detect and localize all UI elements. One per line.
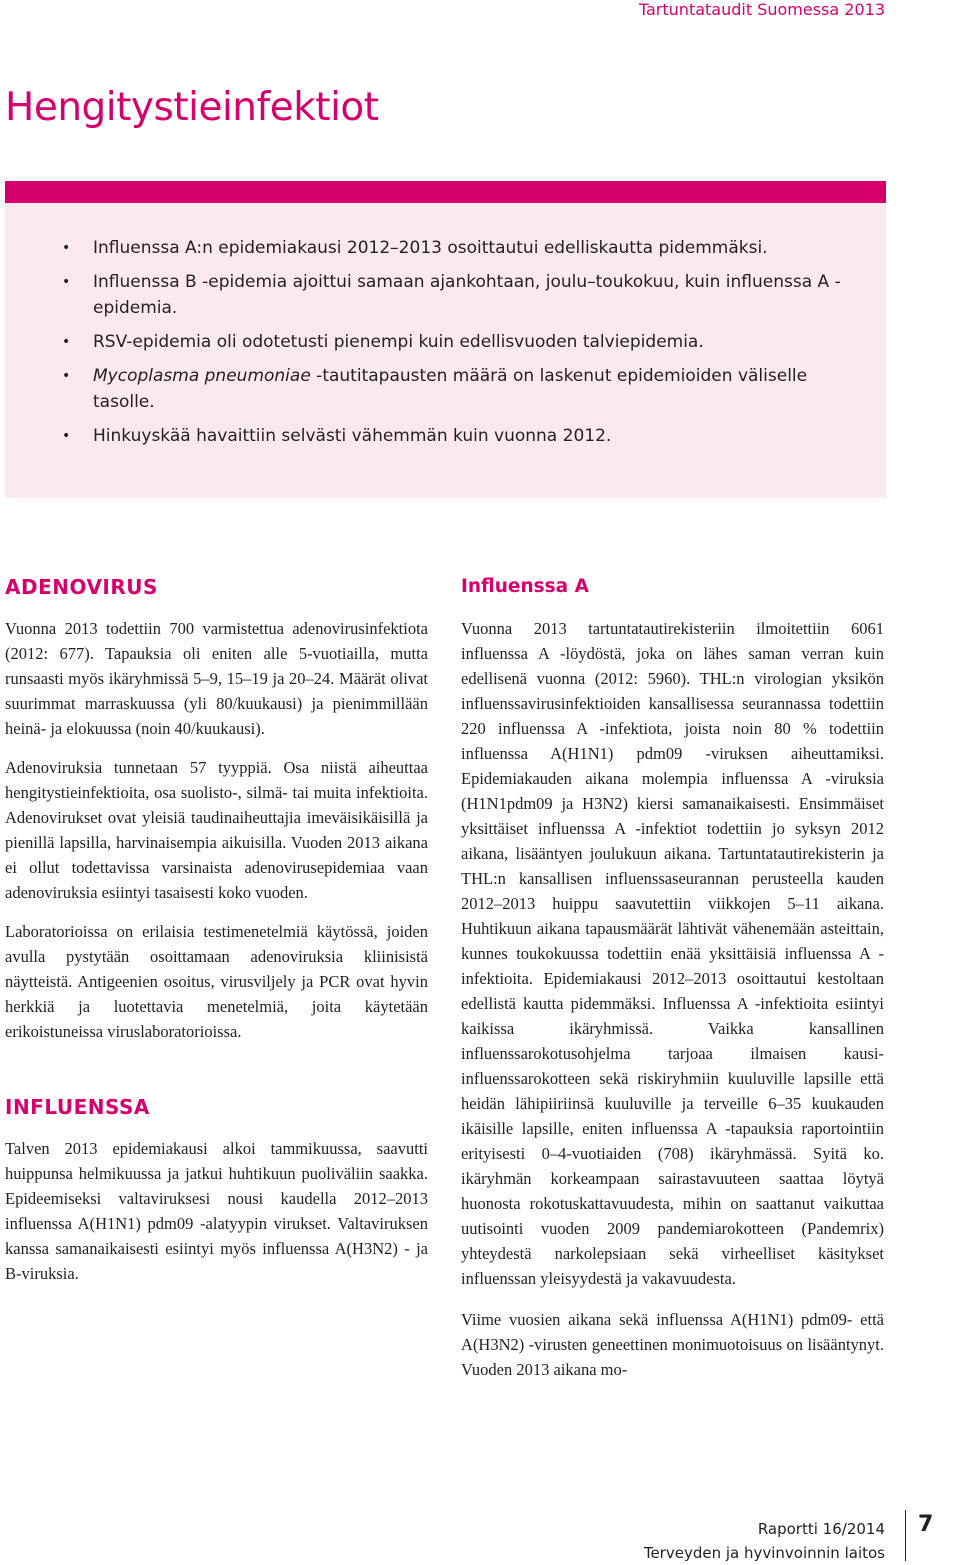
adenovirus-paragraph-3: Laboratorioissa on erilaisia testimenetelmiä käytössä, joiden avulla pystytään osoittamaan adenoviruksia kliinisistä näytteistä. Antigeenien osoitus, virusviljely ja PCR ovat hyvin herkkiä ja luotettavia menetelmiä, joita käytetään erikoistuneissa viruslaboratorioissa. <box>5 922 428 1041</box>
bullet-icon: • <box>62 240 71 256</box>
bullet-icon: • <box>62 428 71 444</box>
summary-item: • Hinkuyskää havaittiin selvästi vähemmän kuin vuonna 2012. <box>5 423 886 449</box>
bullet-icon: • <box>62 334 71 350</box>
influenssa-paragraph-1: Talven 2013 epidemiakausi alkoi tammikuussa, saavutti huippunsa helmikuussa ja jatkui huhtikuun puoliväliin saakka. Epideemiseksi valtaviruksesi nousi kaudella 2012–2013 influenssa A(H1N1) pdm09 -alatyypin virukset. Valtaviruksen kanssa samanaikaisesti esiintyi myös influenssa A(H3N2) - ja B-viruksia. <box>5 1139 428 1283</box>
summary-item: • Influenssa A:n epidemiakausi 2012–2013 osoittautui edelliskautta pidemmäksi. <box>5 235 886 261</box>
influenssa-heading: INFLUENSSA <box>5 1095 150 1119</box>
adenovirus-paragraph-1: Vuonna 2013 todettiin 700 varmistettua adenovirusinfektiota (2012: 677). Tapauksia oli eniten alle 5-vuotiailla, mutta runsaasti myös ikäryhmissä 5–9, 15–19 ja 20–24. Määrät olivat suurimmat marraskuussa (yli 80/kuukausi) ja pienimmillään heinä- ja elokuussa (noin 40/kuukausi). <box>5 619 428 738</box>
summary-list <box>5 235 886 457</box>
summary-box-header-bar <box>5 181 886 203</box>
right-column <box>461 574 884 1382</box>
bullet-icon: • <box>62 274 71 290</box>
influenssa-a-heading: Influenssa A <box>461 576 589 597</box>
page-number-divider <box>905 1510 906 1561</box>
summary-box <box>5 203 886 498</box>
footer <box>644 1517 885 1565</box>
publisher: Terveyden ja hyvinvoinnin laitos <box>643 1544 885 1562</box>
left-column <box>5 574 428 1286</box>
bullet-icon: • <box>62 368 71 384</box>
page-number: 7 <box>918 1512 934 1537</box>
report-number: Raportti 16/2014 <box>757 1520 885 1538</box>
adenovirus-heading: ADENOVIRUS <box>5 575 158 599</box>
influenssa-a-paragraph-2: Viime vuosien aikana sekä influenssa A(H1N1) pdm09- että A(H3N2) -virusten geneettinen monimuotoisuus on lisääntynyt. Vuoden 2013 aikana mo- <box>461 1310 884 1379</box>
adenovirus-paragraph-2: Adenoviruksia tunnetaan 57 tyyppiä. Osa niistä aiheuttaa hengitystieinfektioita, osa suolisto-, silmä- tai muita infektioita. Adenovirukset ovat yleisiä taudinaiheuttajia imeväisikäisillä ja pienillä lapsilla, harvinaisempia aikuisilla. Vuoden 2013 aikana ei ollut todettavissa varsinaista adenovirusepidemiaa vaan adenoviruksia esiintyi tasaisesti koko vuoden. <box>5 758 428 902</box>
summary-item: • RSV-epidemia oli odotetusti pienempi kuin edellisvuoden talviepidemia. <box>5 329 886 355</box>
summary-item: • Mycoplasma pneumoniae -tautitapausten määrä on laskenut epidemioiden väliselle tasolle. <box>5 363 886 415</box>
running-head: Tartuntataudit Suomessa 2013 <box>638 0 885 19</box>
page-title: Hengitystieinfektiot <box>5 85 379 130</box>
summary-item: • Influenssa B -epidemia ajoittui samaan ajankohtaan, joulu–toukokuu, kuin influenssa A -epidemia. <box>5 269 886 321</box>
influenssa-a-paragraph-1: Vuonna 2013 tartuntatautirekisteriin ilmoitettiin 6061 influenssa A -löydöstä, joka on lähes saman verran kuin edellisenä vuonna (2012: 5960). THL:n virologian yksikön influenssavirusinfektioiden kansallisessa seurannassa todettiin 220 influenssa A -infektiota, joista noin 80 % todettiin influenssa A(H1N1) pdm09 -viruksen aiheuttamiksi. Epidemiakauden aikana molempia influenssa A -viruksia (H1N1pdm09 ja H3N2) kiersi samanaikaisesti. Ensimmäiset yksittäiset influenssa A -infektiot todettiin jo syksyn 2012 aikana, lisääntyen joulukuun aikana. Tartuntatautirekisterin ja THL:n kansallisen influenssaseurannan perusteella kauden 2012–2013 huippu saavutettiin viikkojen 5–11 aikana. Huhtikuun aikana tapausmäärät lähtivät vähenemään asteittain, kunnes toukokuussa todettiin enää yksittäisiä influenssa A -infektioita. Epidemiakausi 2012–2013 osoittautui kestoltaan edellistä kautta pidemmäksi. Influenssa A -infektioita esiintyi kaikissa ikäryhmissä. Vaikka kansallinen influenssarokotusohjelma tarjoaa ilmaisen kausi-influenssarokotteen sekä riskiryhmiin kuuluville lapsille että heidän lähipiiriinsä kuuluville ja terveille 6–35 kuukauden ikäisille lapsille, eniten influenssa A -tapauksia raportointiin erityisesti 0–4-vuotiaiden (708) ikäryhmässä. Syitä ko. ikäryhmän korkeampaan sairastavuuteen saattaa löytyä huonosta rokotuskattavuudesta, mihin on saattanut vaikuttaa uutisointi vuoden 2009 pandemiarokotteen (Pandemrix) yhteydestä narkolepsiaan sekä virheelliset käsitykset influenssan yleisyydestä ja vakavuudesta. <box>461 619 884 1288</box>
